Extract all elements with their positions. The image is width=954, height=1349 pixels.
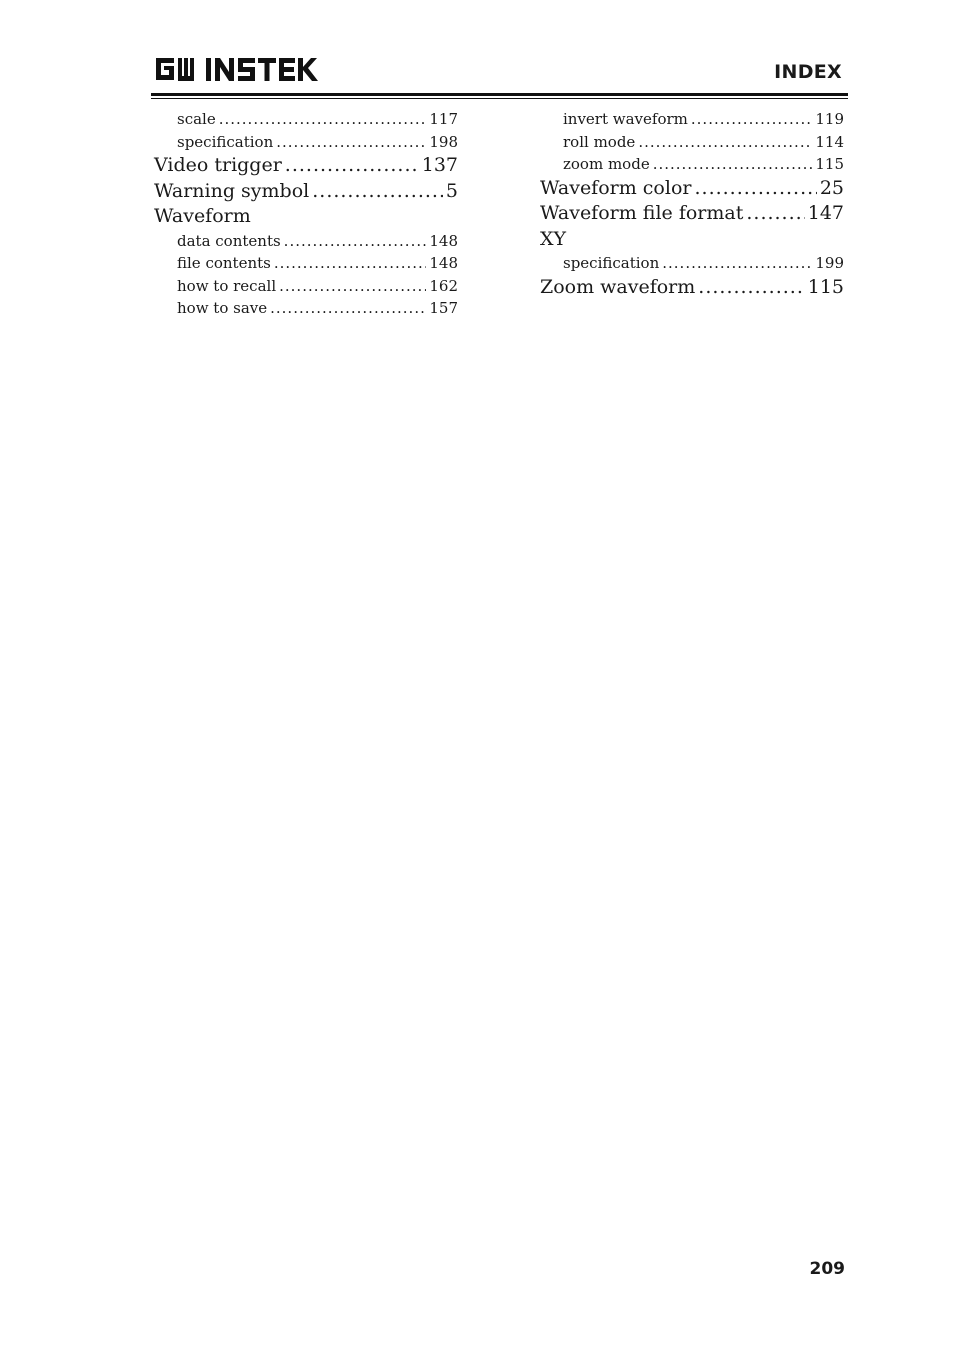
index-entry <box>540 275 844 301</box>
entry-text: file contents <box>177 254 271 272</box>
index-entry <box>540 153 844 176</box>
entry-text: specification <box>563 254 660 272</box>
entry-page: 157 <box>429 299 458 317</box>
dot-leader <box>219 108 427 131</box>
entry-text: zoom mode <box>563 155 650 173</box>
header-rule <box>151 93 848 96</box>
index-heading: XY <box>540 227 567 250</box>
entry-text: data contents <box>177 231 281 250</box>
dot-leader <box>284 230 427 253</box>
index-heading: Waveform <box>154 205 251 227</box>
entry-page: 5 <box>445 179 458 202</box>
index-column-right <box>540 108 844 300</box>
entry-page: 199 <box>815 254 844 272</box>
entry-page: 115 <box>815 155 844 173</box>
index-entry <box>154 153 458 179</box>
header-rule-thin <box>151 98 848 99</box>
dot-leader <box>270 297 426 320</box>
entry-page: 162 <box>429 276 458 295</box>
index-entry <box>154 230 458 253</box>
dot-leader <box>279 275 426 298</box>
index-entry <box>154 252 458 275</box>
index-entry <box>154 297 458 320</box>
entry-page: 198 <box>429 132 458 151</box>
dot-leader <box>691 108 812 131</box>
entry-text: scale <box>177 110 216 128</box>
index-entry <box>540 252 844 275</box>
entry-text: Video trigger <box>154 154 282 176</box>
entry-text: Warning symbol <box>154 179 310 202</box>
entry-page: 117 <box>429 110 458 128</box>
index-entry <box>154 131 458 154</box>
index-entry <box>154 108 458 131</box>
entry-text: how to recall <box>177 276 277 295</box>
index-entry <box>540 131 844 154</box>
index-entry <box>154 179 458 205</box>
entry-text: how to save <box>177 299 268 317</box>
dot-leader <box>653 153 813 176</box>
dot-leader <box>276 131 426 154</box>
page-number: 209 <box>809 1259 845 1279</box>
entry-text: specification <box>177 132 274 151</box>
index-entry <box>540 108 844 131</box>
entry-text: Waveform color <box>540 176 692 199</box>
index-entry <box>154 275 458 298</box>
dot-leader <box>312 179 443 205</box>
index-column-left <box>154 108 458 320</box>
dot-leader <box>285 153 419 179</box>
index-entry <box>540 176 844 202</box>
dot-leader <box>746 201 804 227</box>
section-title: INDEX <box>774 61 842 83</box>
dot-leader <box>662 252 812 275</box>
entry-page: 137 <box>421 154 458 176</box>
brand-logo <box>154 54 324 84</box>
entry-page: 114 <box>815 132 844 151</box>
dot-leader <box>698 275 804 301</box>
index-entry <box>540 201 844 227</box>
entry-page: 148 <box>429 231 458 250</box>
dot-leader <box>638 131 812 154</box>
dot-leader <box>274 252 427 275</box>
entry-page: 147 <box>807 202 844 224</box>
entry-page: 119 <box>815 110 844 128</box>
entry-page: 148 <box>429 254 458 272</box>
entry-text: Zoom waveform <box>540 275 696 298</box>
entry-page: 25 <box>819 176 844 199</box>
dot-leader <box>694 176 816 202</box>
entry-text: invert waveform <box>563 110 688 128</box>
entry-text: roll mode <box>563 132 636 151</box>
entry-text: Waveform file format <box>540 202 744 224</box>
entry-page: 115 <box>807 275 844 298</box>
